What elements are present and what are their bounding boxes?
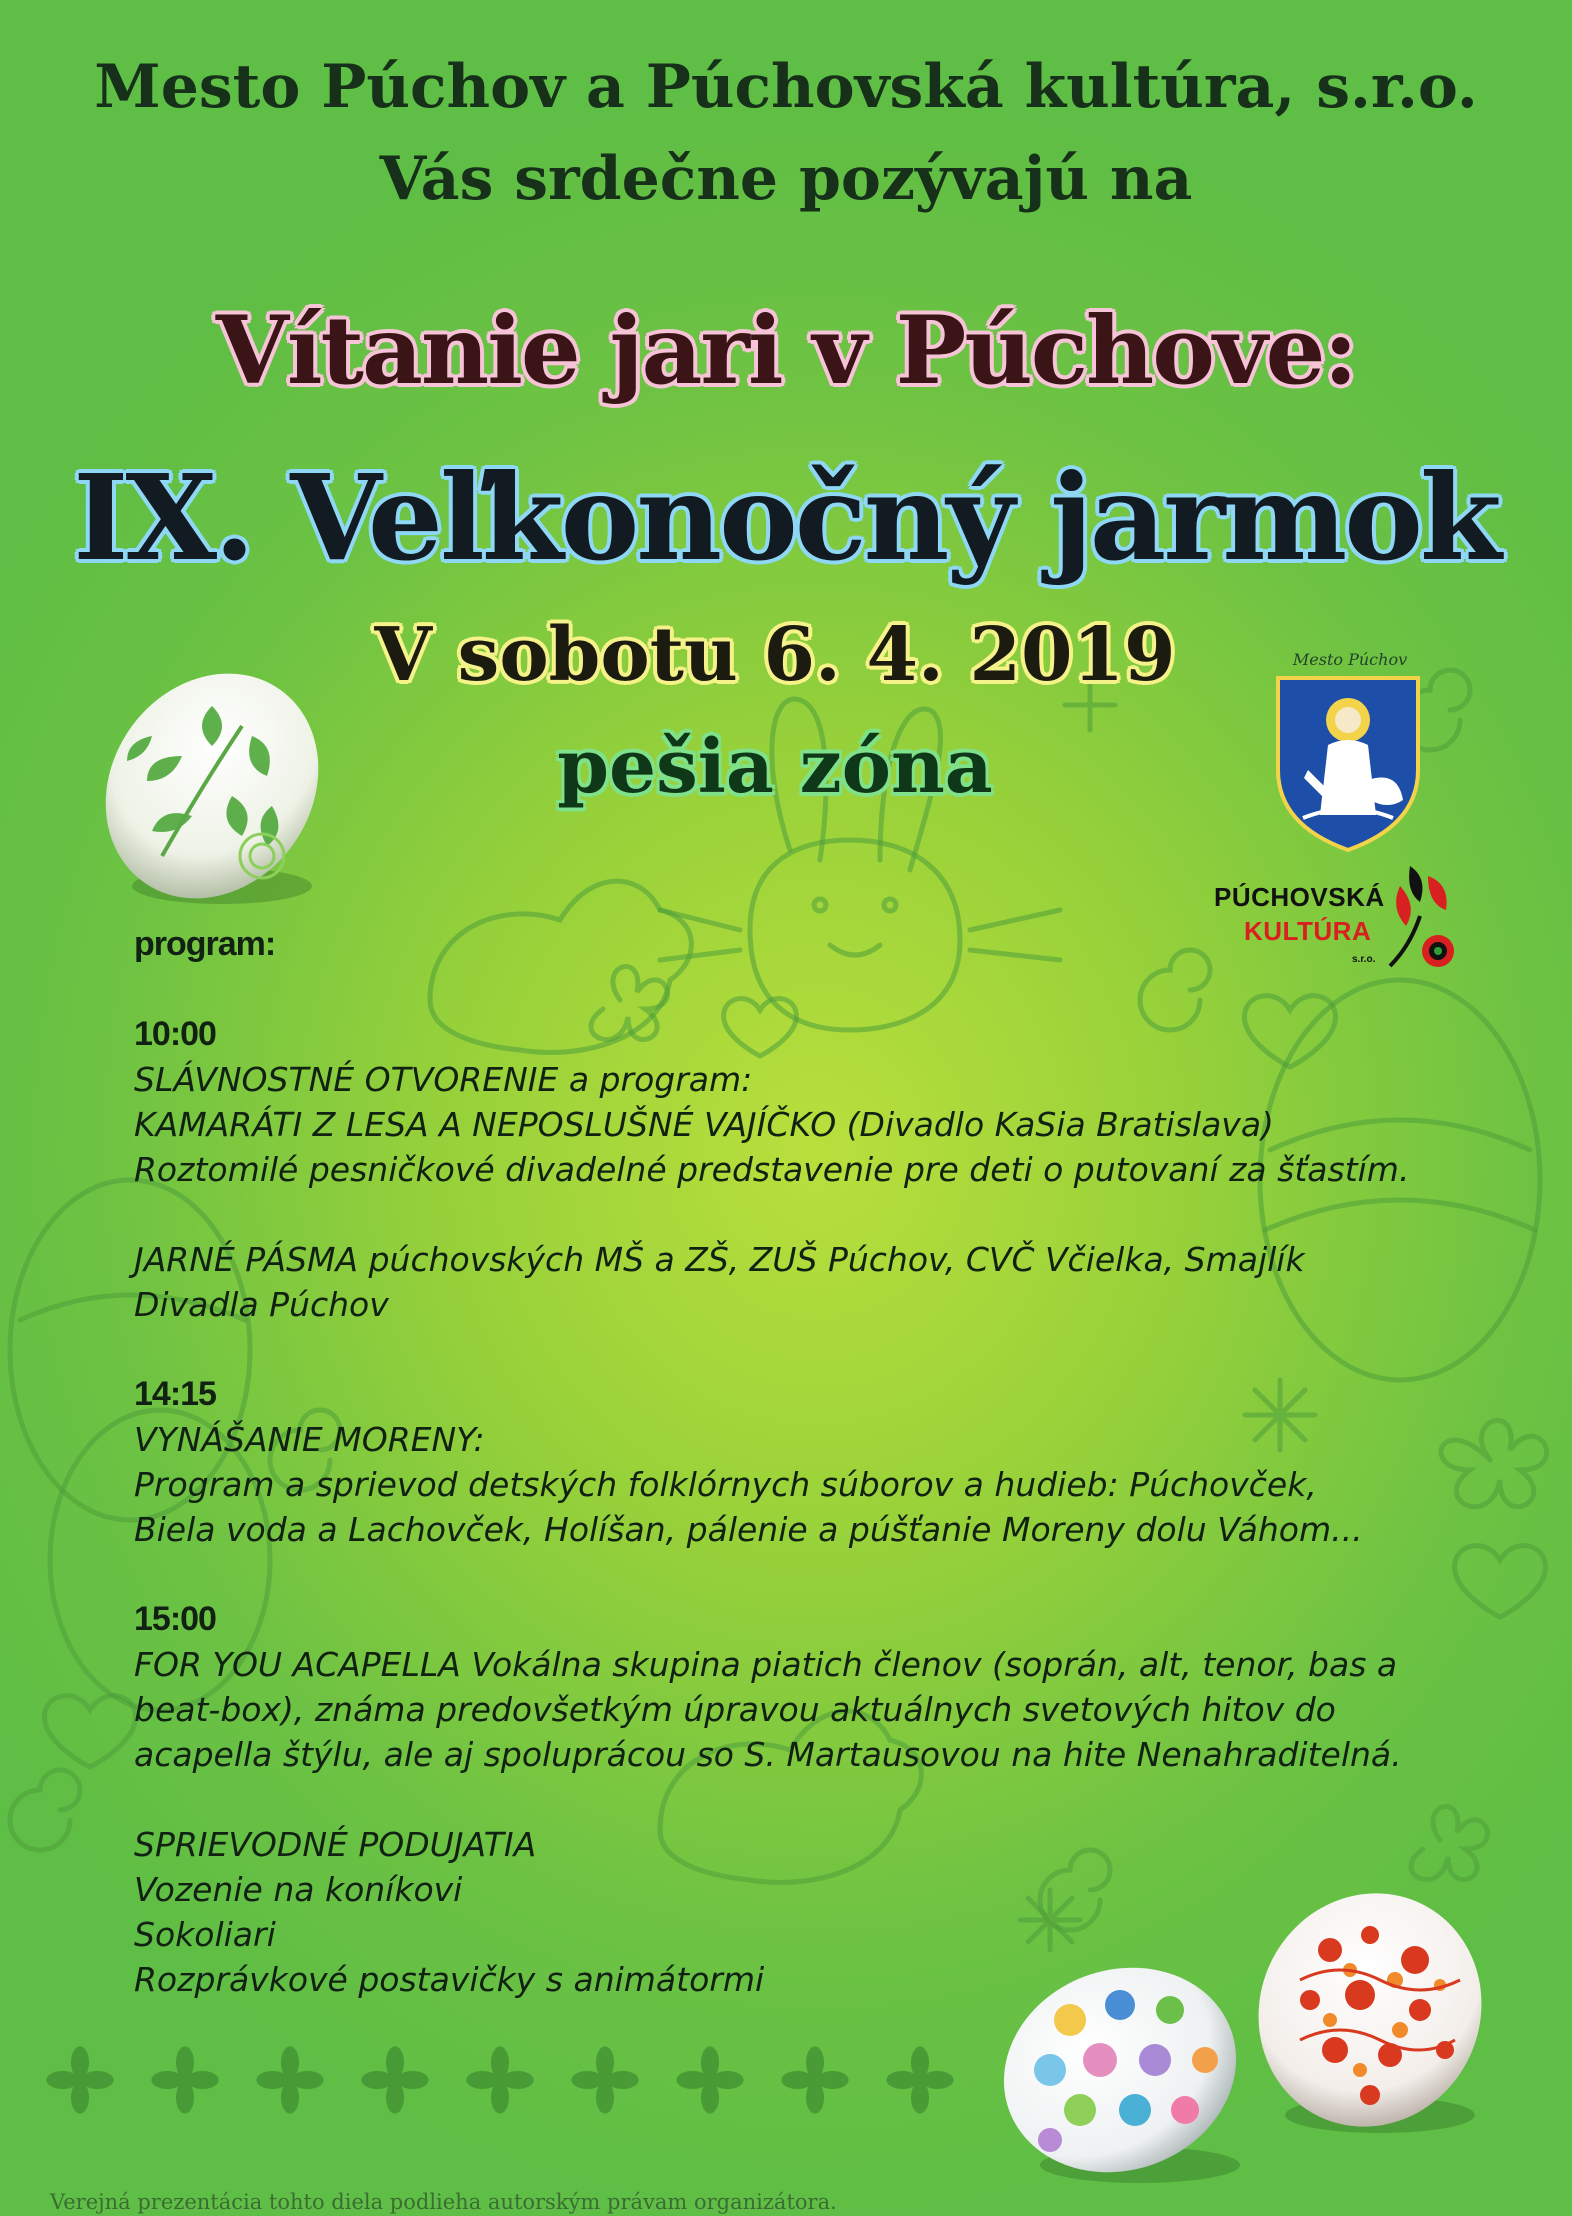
folk-flower-icon (466, 2046, 533, 2113)
folk-flower-icon (151, 2046, 218, 2113)
program-time: 10:00 (134, 1015, 216, 1053)
organizer-line: Mesto Púchov a Púchovská kultúra, s.r.o. (94, 52, 1478, 122)
event-subtitle: Vítanie jari v Púchove: (215, 296, 1357, 406)
program-line: acapella štýlu, ale aj spoluprácou so S. Martausovou na hite Nenahraditelná. (134, 1735, 1402, 1774)
program-line: FOR YOU ACAPELLA Vokálna skupina piatich členov (soprán, alt, tenor, bas a (134, 1645, 1398, 1684)
red-floral-egg-icon (1240, 1890, 1500, 2140)
kultura-logo-line2: KULTÚRA (1244, 916, 1372, 946)
folk-flower-icon (676, 2046, 743, 2113)
folk-flower-icon (46, 2046, 113, 2113)
extras-item: Vozenie na koníkovi (134, 1870, 463, 1909)
extras-item: Sokoliari (134, 1915, 276, 1954)
invitation-line: Vás srdečne pozývajú na (379, 144, 1193, 214)
kultura-logo-line3: s.r.o. (1352, 954, 1376, 965)
crest-caption: Mesto Púchov (1292, 650, 1408, 669)
copyright-notice: Verejná prezentácia tohto diela podlieha autorským právam organizátora. (50, 2190, 837, 2214)
program-line: beat-box), známa predovšetkým úpravou aktuálnych svetových hitov do (134, 1690, 1336, 1729)
folk-flower-icon (781, 2046, 848, 2113)
program-line: Program a sprievod detských folklórnych súborov a hudieb: Púchovček, (134, 1465, 1317, 1504)
program-section (134, 922, 1534, 2002)
folk-flower-icon (256, 2046, 323, 2113)
extras-heading: SPRIEVODNÉ PODUJATIA (134, 1825, 537, 1864)
folk-flower-icon-row (40, 2040, 1000, 2120)
puchov-coat-of-arms-icon (1268, 650, 1428, 860)
program-heading: program: (134, 925, 276, 963)
leaf-pattern-egg-icon (92, 666, 332, 926)
program-line: Roztomilé pesničkové divadelné predstavenie pre deti o putovaní za šťastím. (134, 1150, 1410, 1189)
kultura-logo-line1: PÚCHOVSKÁ (1214, 882, 1385, 912)
folk-flower-icon (886, 2046, 953, 2113)
program-line: KAMARÁTI Z LESA A NEPOSLUŠNÉ VAJÍČKO (Divadlo KaSia Bratislava) (134, 1105, 1274, 1144)
extras-item: Rozprávkové postavičky s animátormi (134, 1960, 765, 1999)
program-line: SLÁVNOSTNÉ OTVORENIE a program: (134, 1060, 753, 1099)
event-place: pešia zóna (557, 724, 993, 810)
event-date: V sobotu 6. 4. 2019 (374, 612, 1176, 698)
program-line: Biela voda a Lachovček, Holíšan, pálenie a púšťanie Moreny dolu Váhom... (134, 1510, 1363, 1549)
program-time: 15:00 (134, 1600, 216, 1638)
program-time: 14:15 (134, 1375, 216, 1413)
event-title: IX. Veľkonočný jarmok (73, 448, 1499, 587)
folk-flower-icon (571, 2046, 638, 2113)
folk-flower-icon (361, 2046, 428, 2113)
polka-dot-egg-icon (990, 1950, 1250, 2190)
program-line: Divadla Púchov (134, 1285, 389, 1324)
program-line: JARNÉ PÁSMA púchovských MŠ a ZŠ, ZUŠ Púchov, CVČ Včielka, Smajlík (134, 1240, 1305, 1279)
program-line: VYNÁŠANIE MORENY: (134, 1420, 485, 1459)
